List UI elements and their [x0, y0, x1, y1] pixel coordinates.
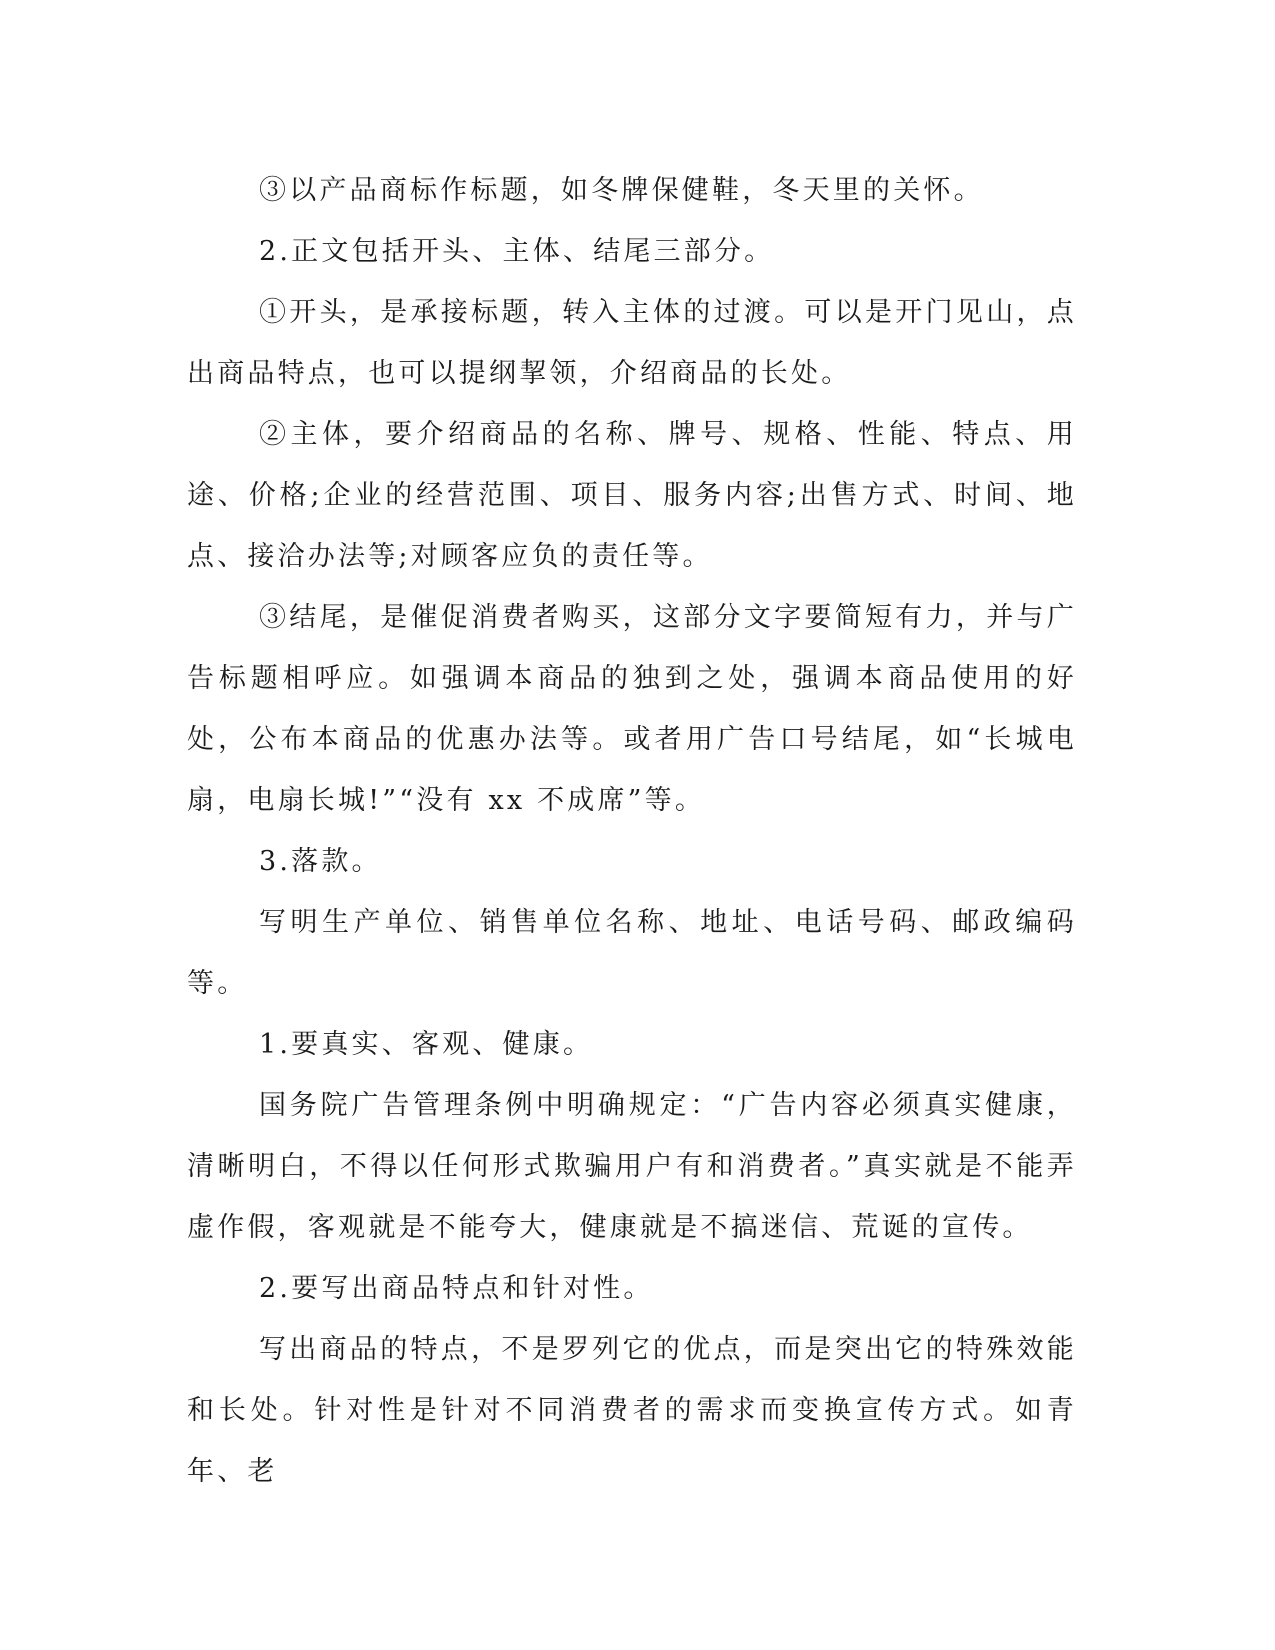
paragraph-features-detail: 写出商品的特点，不是罗列它的优点，而是突出它的特殊效能和长处。针对性是针对不同消费者的需求而变换宣传方式。如青年、老 — [187, 1334, 1077, 1487]
paragraph-requirement-truthful: 1.要真实、客观、健康。 — [259, 1029, 594, 1060]
paragraph-regulation: 国务院广告管理条例中明确规定：“广告内容必须真实健康，清晰明白，不得以任何形式欺骗用户有和消费者。”真实就是不能弄虚作假，客观就是不能夸大，健康就是不搞迷信、荒诞的宣传。 — [187, 1090, 1077, 1243]
document-body — [187, 160, 1077, 1502]
paragraph-main-body: ②主体，要介绍商品的名称、牌号、规格、性能、特点、用途、价格;企业的经营范围、项目、服务内容;出售方式、时间、地点、接洽办法等;对顾客应负的责任等。 — [187, 419, 1077, 572]
paragraph-signature-content: 写明生产单位、销售单位名称、地址、电话号码、邮政编码等。 — [187, 907, 1077, 999]
paragraph-trademark-title: ③以产品商标作标题，如冬牌保健鞋，冬天里的关怀。 — [259, 175, 984, 206]
paragraph-opening: ①开头，是承接标题，转入主体的过渡。可以是开门见山，点出商品特点，也可以提纲挈领，介绍商品的长处。 — [187, 297, 1077, 389]
paragraph-signature-heading: 3.落款。 — [259, 846, 382, 877]
paragraph-requirement-features: 2.要写出商品特点和针对性。 — [259, 1273, 654, 1304]
paragraph-ending: ③结尾，是催促消费者购买，这部分文字要简短有力，并与广告标题相呼应。如强调本商品的独到之处，强调本商品使用的好处，公布本商品的优惠办法等。或者用广告口号结尾，如“长城电扇，电扇长城!”“没有 xx 不成席”等。 — [187, 602, 1077, 816]
paragraph-body-parts: 2.正文包括开头、主体、结尾三部分。 — [259, 236, 775, 267]
